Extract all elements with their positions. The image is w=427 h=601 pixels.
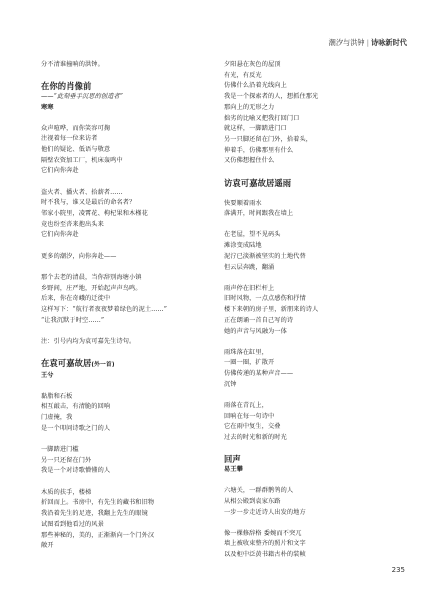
poem-stanza	[41, 392, 211, 435]
poem-stanza	[224, 284, 404, 338]
text-line: 落满开，时间跟我在墙上	[224, 210, 294, 218]
text-line: 楼下来朝的房子里，新朋来的诗人	[224, 306, 319, 314]
poem-subtitle: ——“此刻垂手沉思的创造者”	[41, 93, 123, 101]
poem-stanza	[224, 230, 404, 273]
text-line: 木质的扶手，楼梯	[41, 488, 92, 496]
text-line: 在老屋，望不见码头	[224, 231, 281, 239]
poem-stanza	[41, 273, 211, 327]
header-section: 潮汐与洪钟	[328, 38, 365, 47]
poem-stanza	[224, 199, 404, 220]
text-line: 旧时风物，一点点感伤和抒情	[224, 295, 306, 303]
text-line: 我沿着先生的足迹，我翻上先生的眼镜	[41, 510, 148, 518]
text-line: 那些神秘的，美的，正渐渐向一个门外汉	[41, 531, 155, 539]
text-line: 我是一个探索者的人，想抓住那光	[224, 93, 319, 101]
text-line: 是一个叩问诗歌之门的人	[41, 424, 111, 432]
poem-title: 在你的肖像前	[41, 81, 92, 92]
header-book-title: 诗咏新时代	[371, 38, 407, 47]
text-line: 快要顺着雨水	[224, 199, 262, 207]
text-line: 竟也纷至沓来抱出头来	[41, 220, 104, 228]
text-line: 正在朗诵一首自己写的诗	[224, 316, 294, 324]
poem-author: 寒寒	[41, 103, 54, 111]
text-line: 夕阳悬在灰色的屋顶	[224, 61, 281, 68]
text-line: 乡野间，庄严地，开始起声声鸟鸣。	[41, 284, 142, 292]
text-line: 注视着每一位来访者	[41, 135, 98, 143]
text-line: 伸着手，仿佛那里有什么	[224, 146, 294, 154]
poem-stanza	[224, 486, 404, 518]
text-line: 但云层奔跳，翻涌	[224, 263, 275, 271]
text-line: 这样写下：“航行者夜夜梦着绿色的泥土……”	[41, 305, 167, 313]
text-line: 他们的疑论、低语与敬意	[41, 146, 111, 154]
poem-stanza	[41, 252, 211, 263]
text-line: 仿佛什么沿着光线向上	[224, 82, 287, 90]
text-line: 拙劣的比喻又把我打回门口	[224, 114, 300, 122]
poem-author: 王兮	[41, 372, 54, 380]
text-line: 仿佛传递的某种声音——	[224, 370, 294, 378]
poem-stanza	[224, 60, 404, 167]
text-line: 又仿佛想握住什么	[224, 157, 275, 165]
text-line: 一圈一圈，扩散开	[224, 359, 275, 367]
text-line: 六塘关，一群群鹡鸰的人	[224, 487, 294, 495]
text-line: 后来，你在奇峨的迁徙中	[41, 295, 111, 303]
text-line: 更多的潮汐，向你奔赴——	[41, 252, 117, 260]
text-line: 一步一步走近诗人出发的地方	[224, 508, 306, 516]
text-line: 黏脂和石板	[41, 392, 73, 400]
text-line: 邻家小院里，凌霄花、枸杞果和木槿花	[41, 210, 148, 218]
text-line: 像一棵修辞格 委婉而不突兀	[224, 529, 302, 537]
text-line: 滩涂变成陆地	[224, 242, 262, 250]
right-column	[224, 60, 404, 571]
text-line: 另一只脚还留在门外，拾着头，	[224, 135, 313, 143]
text-line: 泥泞已淡渐被坚实的土地代替	[224, 252, 306, 260]
text-line: 雨声停在旧栏杆上	[224, 284, 275, 292]
poem-stanza	[41, 488, 211, 552]
text-line: 从相公殿到袁家东路	[224, 497, 281, 505]
text-line: 就这样，一脚踏进门口	[224, 125, 287, 133]
poem-stanza	[224, 348, 404, 391]
poem-stanza	[41, 445, 211, 477]
poem-title-text: 在袁可嘉故居	[41, 358, 92, 369]
text-line: 盗火者、播火者、拾薪者……	[41, 188, 123, 196]
text-line: 我是一个对诗歌懵懂的人	[41, 467, 111, 475]
text-line: 隔壁农资加工厂，机床轰鸣中	[41, 156, 123, 164]
text-line: 门虚掩，我	[41, 414, 73, 422]
header-divider: |	[366, 38, 370, 47]
poem-title: 访袁可嘉故居遥雨	[224, 177, 292, 188]
text-line: 试图看到他看过的风景	[41, 520, 104, 528]
poem-stanza	[41, 188, 211, 242]
text-line: 它在雨中复生，交叠	[224, 423, 281, 431]
text-line: 回响在每一句诗中	[224, 412, 275, 420]
text-line: 时不我与，谁又是最后的命名者？	[41, 199, 136, 207]
text-line: 沉钟	[224, 380, 237, 388]
text-line: 众声喧哗，而你笑容可掬	[41, 124, 111, 132]
text-line: 注：引号内均为袁可嘉先生诗句。	[41, 337, 136, 345]
poem-title-suffix: (外一首)	[91, 362, 115, 369]
text-line: 有光，有反光	[224, 71, 262, 79]
text-line: 那个去老的清晨，当你辞别海塘小镇	[41, 273, 142, 281]
text-line: 敞开	[41, 542, 54, 550]
page-number: 235	[391, 566, 405, 574]
text-line: “让我沉默于时空……”	[41, 316, 105, 324]
running-header	[329, 38, 407, 48]
text-line: 分不清谁撞响的洪钟。	[41, 61, 104, 68]
left-top-lines	[41, 60, 211, 71]
poem-title	[41, 358, 211, 371]
text-line: 它们向你奔赴	[41, 167, 79, 175]
text-line: 一脚踏进门槛	[41, 446, 79, 454]
text-line: 雨落在青瓦上，	[224, 402, 269, 410]
poem-stanza	[224, 529, 404, 561]
poem-stanza	[41, 124, 211, 178]
text-line: 墙上被收束整齐的照片和文字	[224, 540, 306, 548]
text-line: 它们向你奔赴	[41, 231, 79, 239]
text-line: 过去的时光和新的时光	[224, 434, 287, 442]
text-line: 她的声音与风融为一体	[224, 327, 287, 335]
text-line: 折回而上。书房中，有先生的藏书和旧物	[41, 499, 155, 507]
poem-note	[41, 337, 211, 348]
text-line: 雨珠落在缸里，	[224, 348, 269, 356]
poem-title: 回声	[224, 454, 241, 465]
text-line: 相互敲击，有清脆的回响	[41, 403, 111, 411]
text-line: 那向上的无形之力	[224, 103, 275, 111]
poem-author: 易王攀	[224, 466, 243, 474]
text-line: 以及柜中泛黄书籍古朴的装帧	[224, 551, 306, 559]
left-column	[41, 60, 211, 562]
text-line: 另一只还留在门外	[41, 456, 92, 464]
poem-stanza	[224, 401, 404, 444]
